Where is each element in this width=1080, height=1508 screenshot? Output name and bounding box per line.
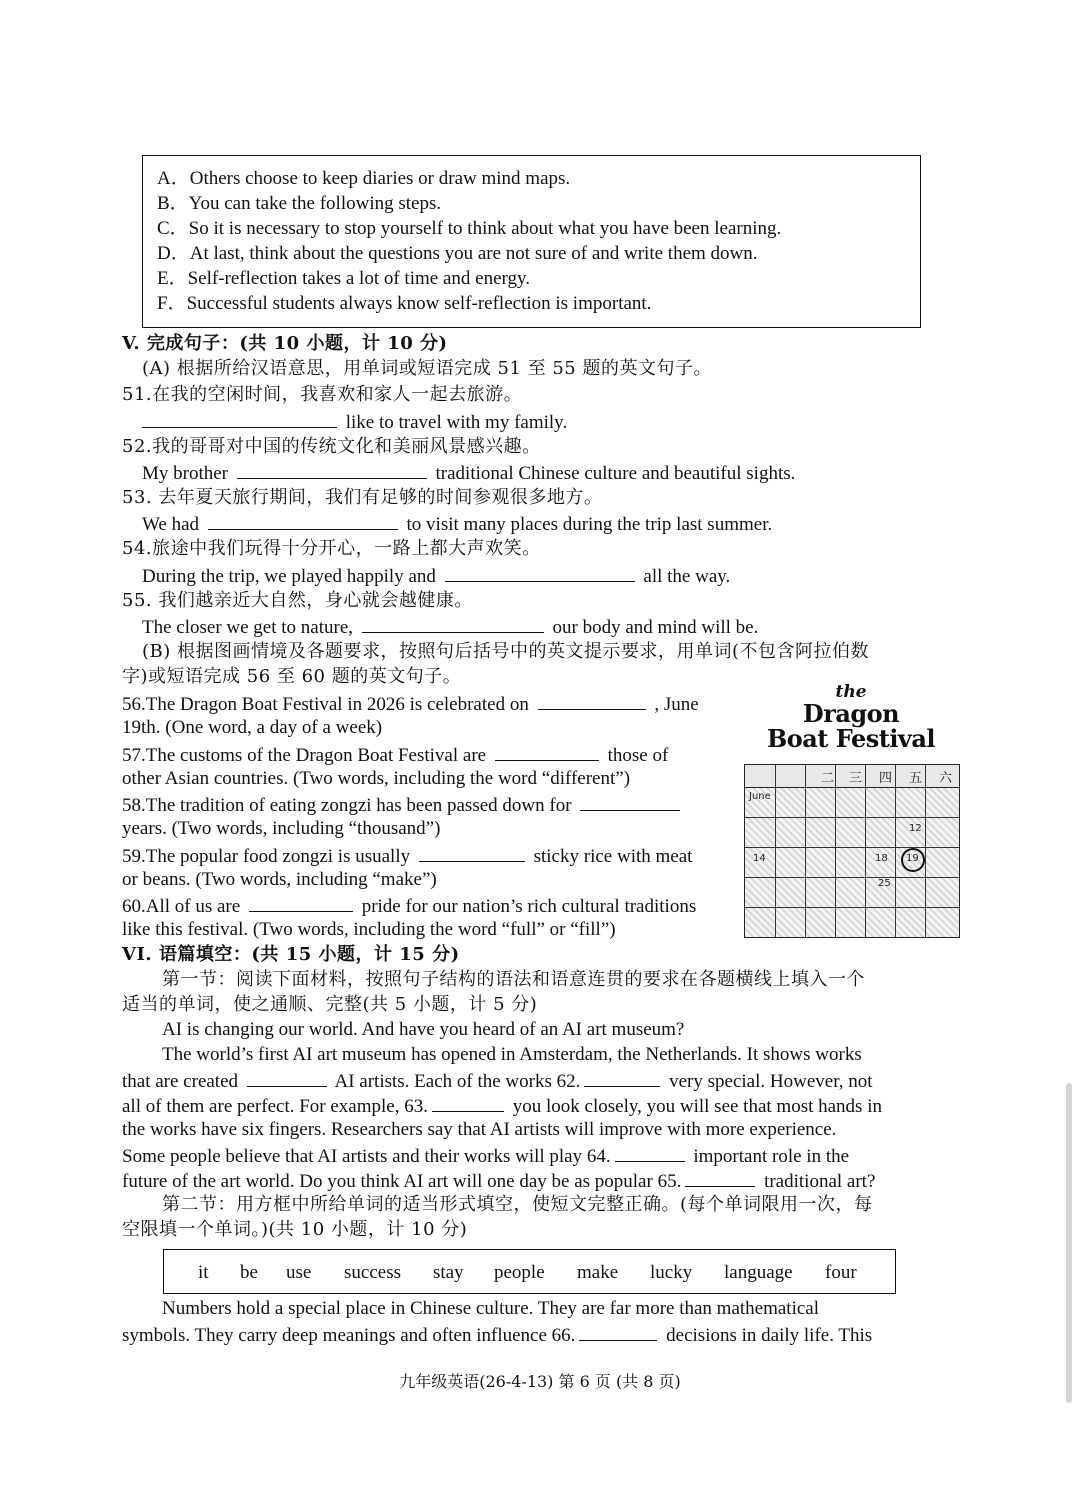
q54-english (142, 563, 730, 589)
section6-part1-instr-1: 第一节：阅读下面材料，按照句子结构的语法和语意连贯的要求在各题横线上填入一个 (162, 969, 865, 990)
p3b-pre: symbols. They carry deep meanings and often influence 66. (122, 1325, 576, 1346)
calendar-date: 18 (875, 853, 888, 864)
q53-english (142, 511, 772, 537)
weekday-label: 三 (849, 771, 863, 786)
calendar-date: 12 (909, 823, 922, 834)
word-bank-item: make (577, 1262, 619, 1283)
option-e: E．Self-reflection takes a lot of time and energy. (157, 268, 531, 289)
poster-title-the: the (835, 682, 867, 702)
q51-chinese: 51.在我的空闲时间，我喜欢和家人一起去旅游。 (122, 384, 523, 405)
q53-pre: We had (142, 514, 200, 535)
q63-blank[interactable] (432, 1093, 504, 1112)
q60-line2: like this festival. (Two words, including the word “full” or “fill”) (122, 919, 616, 940)
q56-line1 (122, 691, 699, 717)
q56-line2: 19th. (One word, a day of a week) (122, 717, 383, 738)
passage1-line7 (122, 1168, 875, 1194)
p2f-post: traditional art? (764, 1171, 876, 1192)
q52-chinese: 52.我的哥哥对中国的传统文化和美丽风景感兴趣。 (122, 436, 541, 457)
q60-post: pride for our nation’s rich cultural traditions (361, 896, 697, 917)
q57-pre: 57.The customs of the Dragon Boat Festival are (122, 745, 487, 766)
section5-part-a: (A) 根据所给汉语意思，用单词或短语完成 51 至 55 题的英文句子。 (142, 358, 712, 379)
q54-chinese: 54.旅途中我们玩得十分开心，一路上都大声欢笑。 (122, 538, 541, 559)
section6-part1-instr-2: 适当的单词，使之通顺、完整(共 5 小题，计 5 分) (122, 994, 538, 1015)
q64-blank[interactable] (615, 1143, 685, 1162)
q52-blank[interactable] (237, 460, 427, 479)
section5-part-b-1: (B) 根据图画情境及各题要求，按照句后括号中的英文提示要求，用单词(不包含阿拉伯数 (142, 641, 870, 662)
word-bank-item: stay (433, 1262, 464, 1283)
q57-post: those of (607, 745, 669, 766)
q58-line1 (122, 792, 684, 818)
passage1-line2: The world’s first AI art museum has opened in Amsterdam, the Netherlands. It shows works (162, 1044, 862, 1065)
q51-blank[interactable] (142, 409, 337, 428)
word-bank-item: success (344, 1262, 401, 1283)
option-b: B．You can take the following steps. (157, 193, 442, 214)
passage1-line6 (122, 1143, 849, 1169)
calendar-image (744, 764, 960, 938)
section5-title: V. 完成句子：(共 10 小题，计 10 分) (122, 333, 448, 354)
weekday-label: 五 (909, 771, 923, 786)
date-circle (901, 848, 925, 872)
word-bank-item: people (494, 1262, 545, 1283)
section5-part-b-2: 字)或短语完成 56 至 60 题的英文句子。 (122, 666, 462, 687)
passage2-line2 (122, 1322, 872, 1348)
p2e-post: important role in the (693, 1146, 850, 1167)
word-bank-item: language (724, 1262, 793, 1283)
q54-blank[interactable] (445, 563, 635, 582)
weekday-label: 二 (821, 771, 835, 786)
q57-blank[interactable] (495, 742, 599, 761)
q53-blank[interactable] (208, 511, 398, 530)
q54-pre: During the trip, we played happily and (142, 566, 436, 587)
section6-part2-instr-1: 第二节：用方框中所给单词的适当形式填空，使短文完整正确。(每个单词限用一次，每 (162, 1194, 873, 1215)
options-box (142, 155, 921, 328)
word-bank-box (163, 1249, 896, 1294)
q55-chinese: 55. 我们越亲近大自然，身心就会越健康。 (122, 590, 473, 611)
option-f: F．Successful students always know self-reflection is important. (157, 293, 652, 314)
p2b-mid: AI artists. Each of the works 62. (334, 1071, 581, 1092)
q53-chinese: 53. 去年夏天旅行期间，我们有足够的时间参观很多地方。 (122, 487, 603, 508)
q58-pre: 58.The tradition of eating zongzi has been passed down for (122, 795, 572, 816)
page-footer: 九年级英语(26-4-13) 第 6 页 (共 8 页) (399, 1372, 681, 1391)
q60-line1 (122, 893, 696, 919)
q56-pre: 56.The Dragon Boat Festival in 2026 is celebrated on (122, 694, 529, 715)
q55-english (142, 614, 758, 640)
p2f-pre: future of the art world. Do you think AI art will one day be as popular 65. (122, 1171, 682, 1192)
poster-title-boat-festival: Boat Festival (766, 724, 936, 753)
q51-english (142, 409, 567, 435)
section6-part2-instr-2: 空限填一个单词。)(共 10 小题，计 10 分) (122, 1219, 468, 1240)
p2c-pre: all of them are perfect. For example, 63. (122, 1096, 428, 1117)
q57-line2: other Asian countries. (Two words, including the word “different”) (122, 768, 631, 789)
q61-blank[interactable] (247, 1068, 327, 1087)
q59-line2: or beans. (Two words, including “make”) (122, 869, 437, 890)
word-bank-item: be (240, 1262, 258, 1283)
q52-post: traditional Chinese culture and beautiful sights. (435, 463, 796, 484)
option-a: A．Others choose to keep diaries or draw mind maps. (157, 168, 571, 189)
poster-title-dragon: Dragon (802, 699, 900, 728)
dragon-boat-poster (740, 680, 962, 942)
passage1-line3 (122, 1068, 873, 1094)
weekday-label: 四 (879, 771, 893, 786)
q55-post: our body and mind will be. (552, 617, 759, 638)
q66-blank[interactable] (579, 1322, 657, 1341)
word-bank-item: lucky (650, 1262, 693, 1283)
q58-line2: years. (Two words, including “thousand”) (122, 818, 441, 839)
passage1-line4 (122, 1093, 882, 1119)
option-c: C．So it is necessary to stop yourself to think about what you have been learning. (157, 218, 782, 239)
passage1-line5: the works have six fingers. Researchers say that AI artists will improve with more experience. (122, 1119, 837, 1140)
q52-pre: My brother (142, 463, 229, 484)
calendar-date: 14 (753, 853, 766, 864)
scrollbar[interactable] (1066, 1083, 1072, 1403)
word-bank-item: use (286, 1262, 312, 1283)
passage1-line1: AI is changing our world. And have you heard of an AI art museum? (162, 1019, 685, 1040)
q51-text: like to travel with my family. (345, 412, 568, 433)
passage2-line1: Numbers hold a special place in Chinese culture. They are far more than mathematical (162, 1298, 820, 1319)
q60-pre: 60.All of us are (122, 896, 241, 917)
q59-post: sticky rice with meat (533, 846, 693, 867)
q57-line1 (122, 742, 668, 768)
section6-title: VI. 语篇填空：(共 15 小题，计 15 分) (122, 944, 460, 965)
q55-pre: The closer we get to nature, (142, 617, 354, 638)
p3b-post: decisions in daily life. This (666, 1325, 873, 1346)
q60-blank[interactable] (249, 893, 353, 912)
weekday-label: 六 (939, 771, 953, 786)
q59-pre: 59.The popular food zongzi is usually (122, 846, 411, 867)
p2b-pre: that are created (122, 1071, 239, 1092)
q54-post: all the way. (643, 566, 731, 587)
option-d: D．At last, think about the questions you are not sure of and write them down. (157, 243, 758, 264)
q59-blank[interactable] (419, 843, 525, 862)
word-bank-item: it (198, 1262, 209, 1283)
q55-blank[interactable] (362, 614, 544, 633)
q65-blank[interactable] (685, 1168, 755, 1187)
q56-post: , June (654, 694, 699, 715)
calendar-date: 25 (878, 878, 891, 889)
q56-blank[interactable] (538, 691, 646, 710)
q62-blank[interactable] (584, 1068, 660, 1087)
calendar-month: June (749, 791, 771, 802)
q53-post: to visit many places during the trip last summer. (406, 514, 773, 535)
p2e-pre: Some people believe that AI artists and their works will play 64. (122, 1146, 611, 1167)
p2c-post: you look closely, you will see that most hands in (512, 1096, 882, 1117)
calendar-date-highlighted: 19 (906, 853, 919, 864)
q59-line1 (122, 843, 692, 869)
p2b-post: very special. However, not (669, 1071, 873, 1092)
q52-english (142, 460, 795, 486)
q58-blank[interactable] (580, 792, 680, 811)
word-bank-item: four (825, 1262, 857, 1283)
